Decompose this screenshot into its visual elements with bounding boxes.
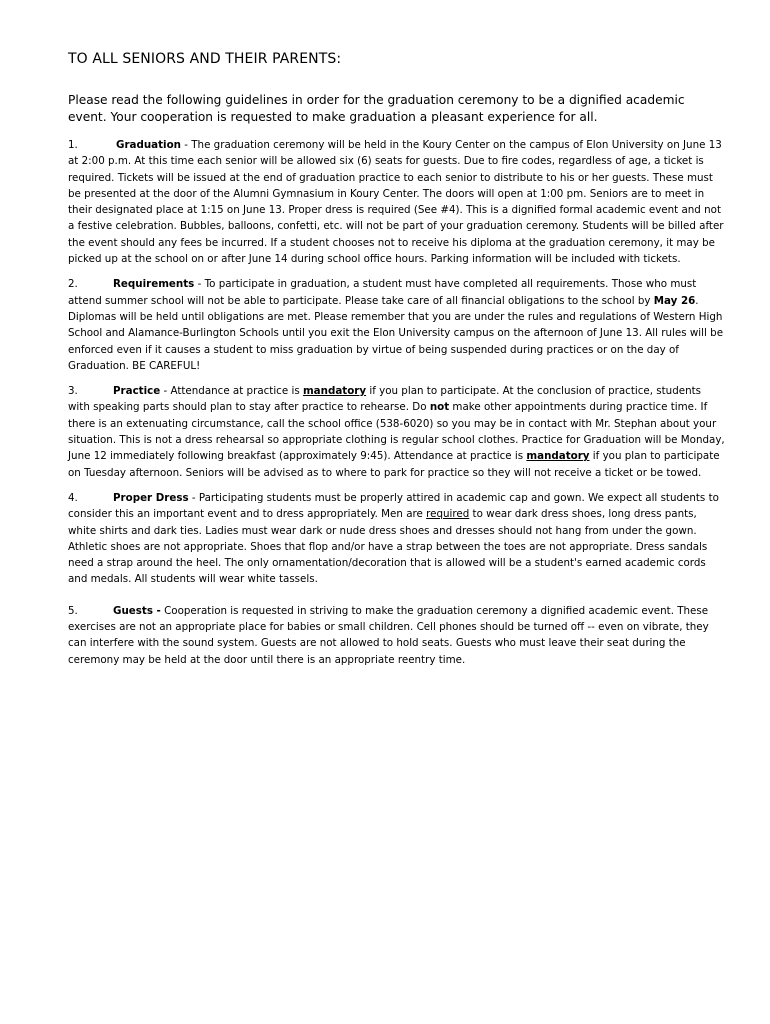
item-separator: - [180, 139, 192, 151]
item-text: Cooperation is requested in striving to make the graduation ceremony a dignified academic event. These exercises are not an appropriate place for babies or small children. Cell phones should be turned off -- even on vibrate, they can interfere with the sound system. Guests are not allowed to hold seats. Guests who must leave their seat during the ceremony may be held at the door until there is an appropriate reentry time. [68, 604, 709, 666]
item-text: Attendance at practice is [170, 385, 303, 398]
item-text: Participating students must be properly attired in academic cap and gown. We expect all students to consider this an important event and to dress appropriately. Men are [68, 491, 719, 521]
item-heading: Requirements [113, 278, 195, 291]
item-number: 1. [68, 139, 78, 151]
item-separator: - [160, 385, 171, 398]
page-title: TO ALL SENIORS AND THEIR PARENTS: [68, 51, 342, 67]
item-text: if you plan to participate. At the conclusion of practice, students with speaking parts should plan to stay after practice to rehearse. Do [68, 385, 701, 414]
guideline-practice [68, 383, 726, 481]
item-number: 4. [68, 491, 78, 504]
guideline-guests [68, 603, 726, 668]
item-separator: - [194, 278, 205, 291]
item-separator: - [188, 491, 199, 504]
item-heading: Graduation [116, 139, 181, 151]
item-number: 3. [68, 385, 78, 398]
item-heading: Guests - [113, 604, 161, 617]
required-emphasis: required [426, 508, 470, 521]
item-number: 2. [68, 278, 78, 291]
item-number: 5. [68, 604, 78, 617]
guideline-requirements [68, 276, 726, 374]
not-emphasis: not [429, 401, 450, 414]
item-text: To participate in graduation, a student must have completed all requirements. Those who must attend summer school will not be able to participate. Please take care of all financial obligations to the school by [68, 278, 697, 307]
mandatory-emphasis: mandatory [526, 450, 590, 463]
item-text: The graduation ceremony will be held in the Koury Center on the campus of Elon University on June 13 at 2:00 p.m. At this time each senior will be allowed six (6) seats for guests. Due to fire codes, regardless of age, a ticket is required. Tickets will be issued at the end of graduation practice to each senior to distribute to his or her guests. These must be presented at the door of the Alumni Gymnasium in Koury Center. The doors will open at 1:00 pm. Seniors are to meet in their designated place at 1:15 on June 13. Proper dress is required (See #4). This is a dignified formal academic event and not a festive celebration. Bubbles, balloons, confetti, etc. will not be part of your graduation ceremony. Students will be billed after the event should any fees be incurred. If a student chooses not to receive his diploma at the graduation ceremony, it may be picked up at the school on or after June 14 during school office hours. Parking information will be included with tickets. [68, 139, 724, 266]
item-text: to wear dark dress shoes, long dress pants, white shirts and dark ties. Ladies must wear dark or nude dress shoes and dresses should not hang from under the gown. Athletic shoes are not appropriate. Shoes that flop and/or have a strap between the toes are not appropriate. Dress sandals need a strap around the heel. The only ornamentation/decoration that is allowed will be a student's earned academic cords and medals. All students will wear white tassels. [68, 508, 708, 586]
item-text: . Diplomas will be held until obligations are met. Please remember that you are under the rules and regulations of Western High School and Alamance-Burlington Schools until you exit the Elon University campus on the afternoon of June 13. All rules will be enforced even if it causes a student to miss graduation by virtue of being suspended during practices or on the day of Graduation. BE CAREFUL! [68, 294, 724, 372]
guideline-proper-dress [68, 490, 726, 588]
item-text: make other appointments during practice time. If there is an extenuating circumstance, call the school office (538-6020) so you may be in contact with Mr. Stephan about your situation. This is not a dress rehearsal so appropriate clothing is regular school clothes. Practice for Graduation will be Monday, June 12 immediately following breakfast (approximately 9:45). Attendance at practice is [68, 401, 725, 463]
intro-paragraph: Please read the following guidelines in order for the graduation ceremony to be a dignified academic event. Your cooperation is requested to make graduation a pleasant experience for all. [68, 93, 685, 124]
mandatory-emphasis: mandatory [302, 385, 367, 398]
item-heading: Proper Dress [113, 491, 189, 504]
item-heading: Practice [113, 385, 161, 398]
deadline-date: May 26 [653, 294, 696, 307]
guideline-graduation [68, 137, 726, 267]
item-text: if you plan to participate on Tuesday afternoon. Seniors will be advised as to where to park for practice so they will not receive a ticket or be towed. [68, 450, 720, 479]
